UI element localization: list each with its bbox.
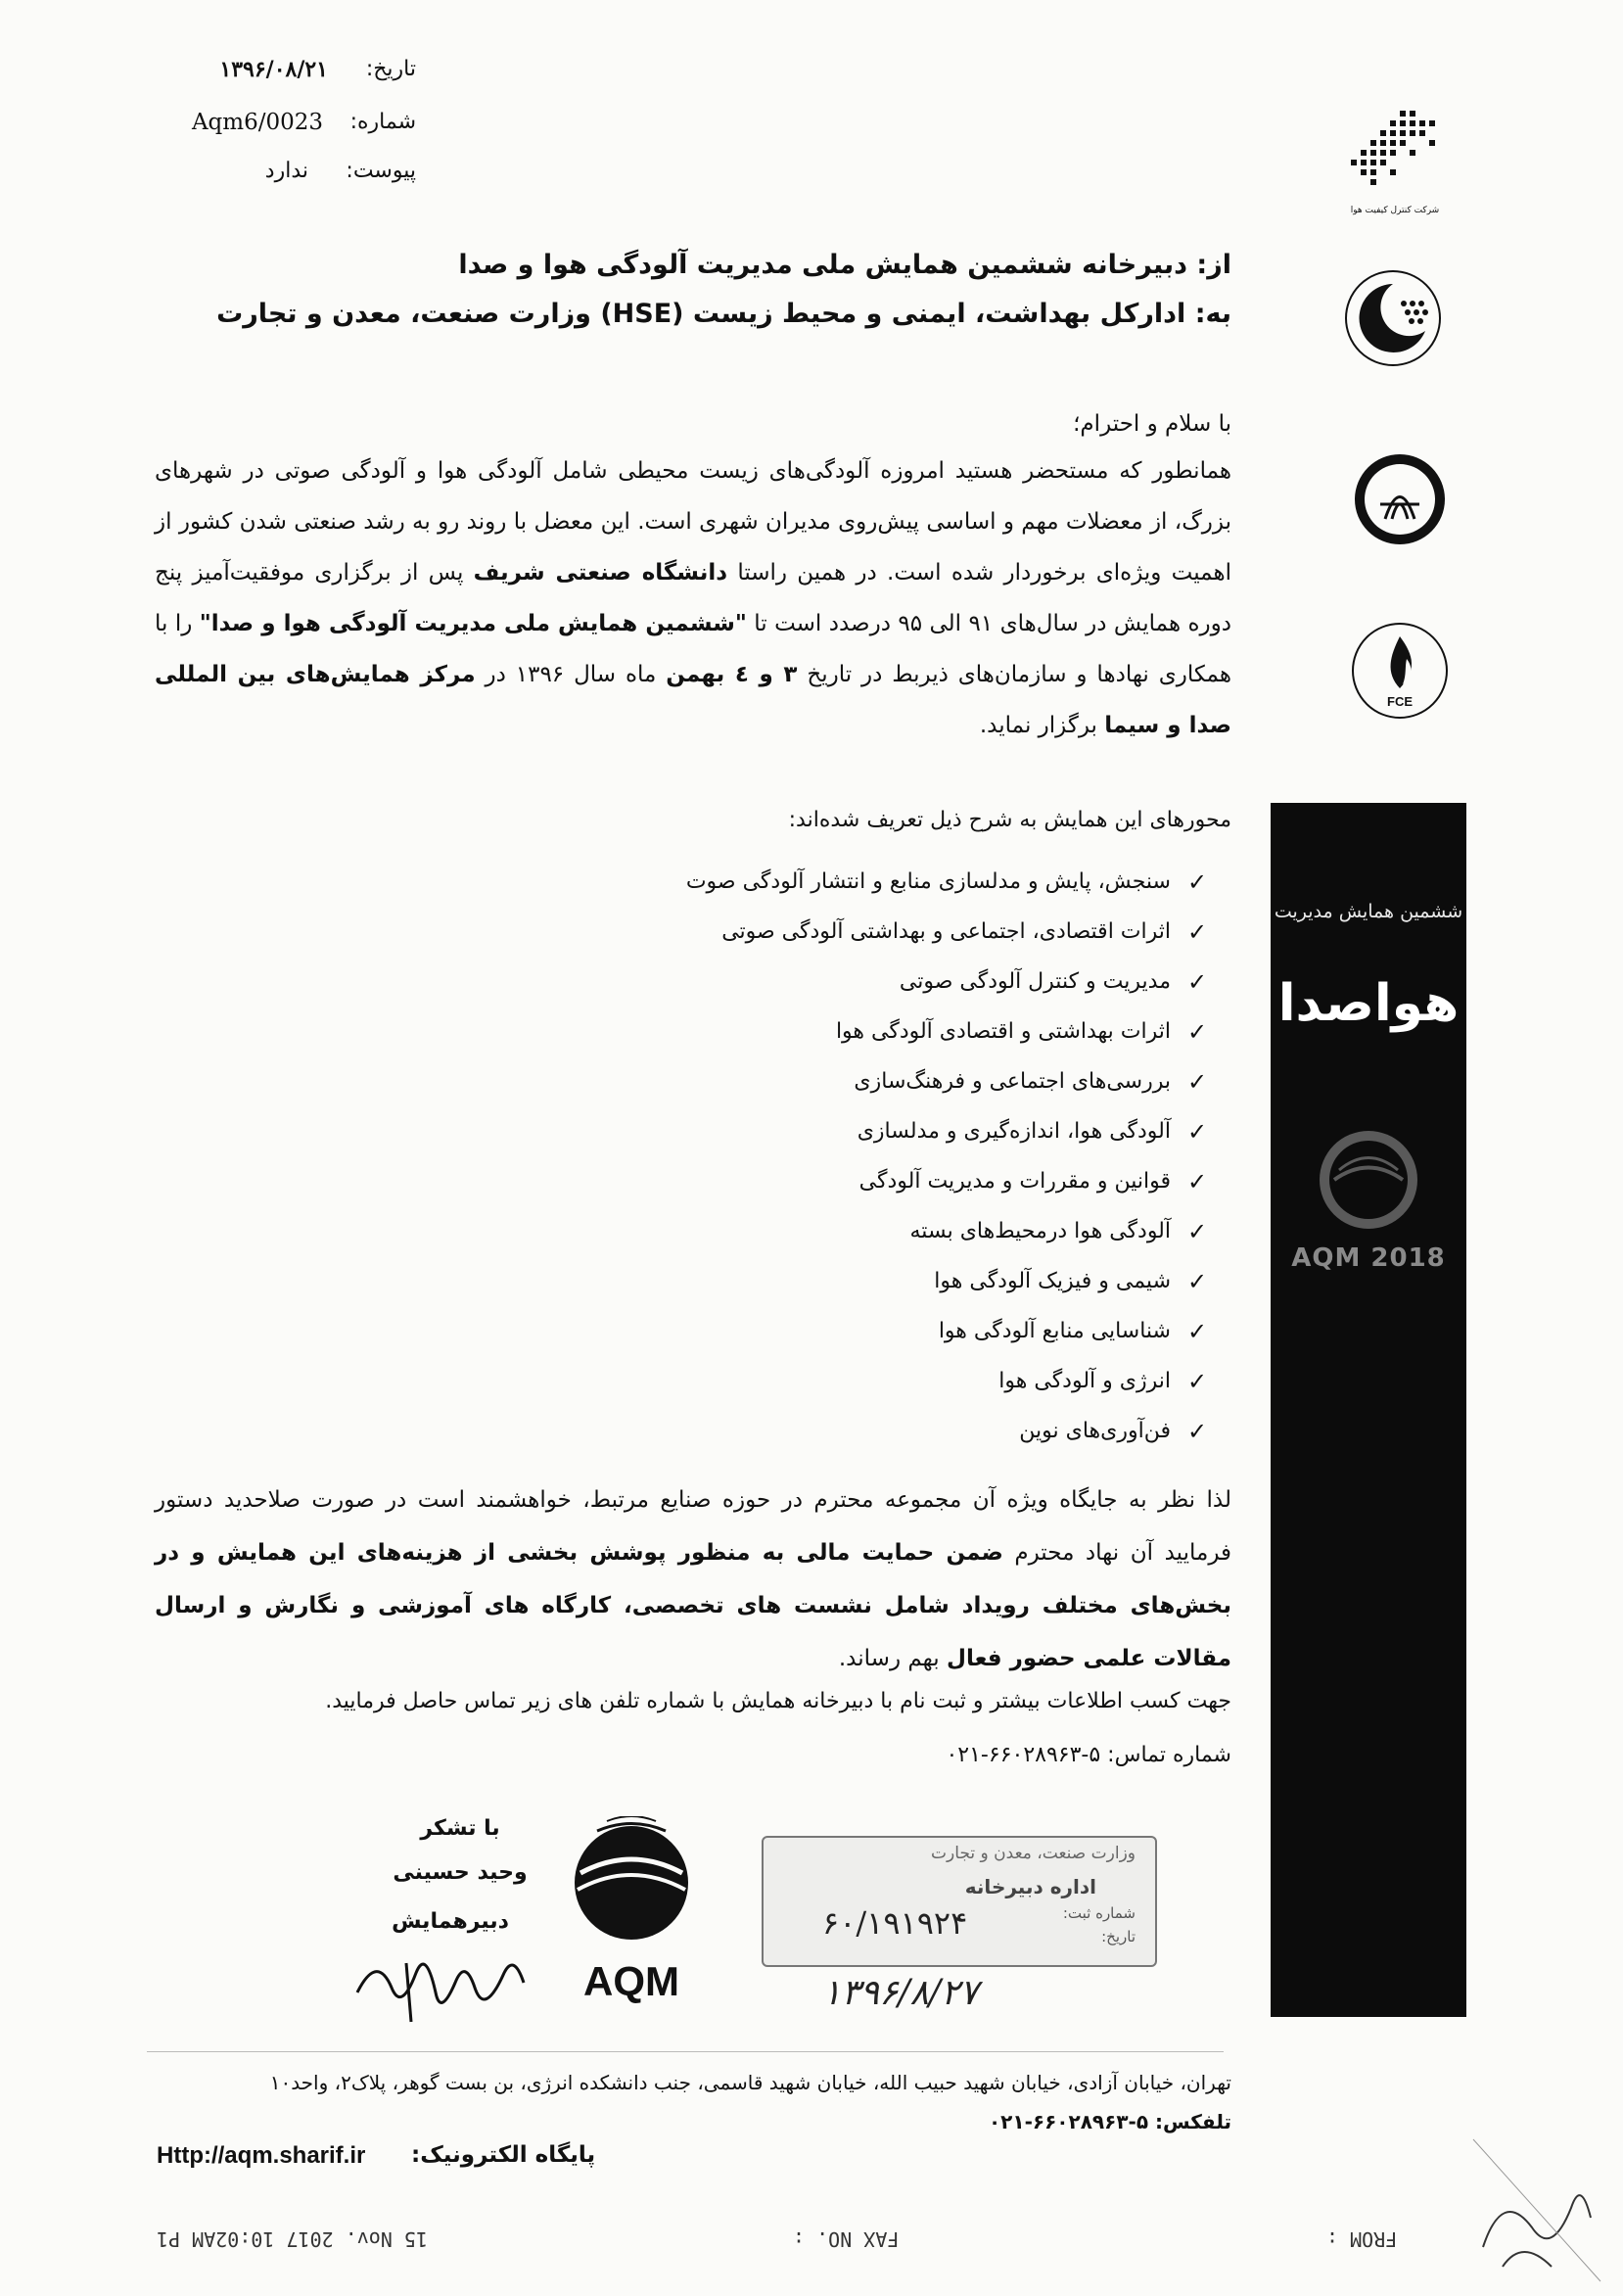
registration-stamp	[762, 1836, 1157, 1967]
date-row	[210, 57, 416, 81]
stamp-date-label: تاریخ:	[1101, 1928, 1136, 1945]
check-icon: ✓	[1186, 1367, 1208, 1395]
company-logo-caption: شرکت کنترل کیفیت هوا	[1350, 206, 1440, 215]
stamp-reg-number: ۶۰/۱۹۱۹۲۴	[822, 1904, 968, 1942]
axis-label: انرژی و آلودگی هوا	[998, 1369, 1171, 1393]
fce-logo	[1346, 612, 1454, 729]
number-row	[191, 110, 416, 135]
signature-name: وحید حسینی	[393, 1860, 528, 1885]
axis-label: مدیریت و کنترل آلودگی صوتی	[899, 969, 1171, 994]
list-item	[527, 857, 1212, 907]
footer-fax: تلفکس: ۵-۶۶۰۲۸۹۶۳-۰۲۱	[988, 2110, 1231, 2133]
attachment-label: پیوست:	[346, 159, 416, 183]
letter-from: از: دبیرخانه ششمین همایش ملی مدیریت آلودگی هوا و صدا	[458, 250, 1231, 280]
attachment-row	[210, 159, 416, 183]
intro-conference-name: "ششمین همایش ملی مدیریت آلودگی هوا و صدا"	[199, 611, 747, 636]
request-text-a: لذا نظر به جایگاه ویژه آن مجموعه محترم در حوزه صنایع مرتبط، خواهشمند است در صورت صلاحدید دستور فرمایید آن نهاد محترم	[155, 1487, 1232, 1566]
list-item	[527, 1256, 1212, 1306]
intro-text-c: پس از برگزاری موفقیت‌آمیز پنج دوره همایش در سال‌های ۹۱ الی ۹۵ درصدد است تا	[155, 560, 1232, 636]
date-label: تاریخ:	[365, 57, 416, 81]
request-text-c: بهم رساند.	[838, 1646, 947, 1671]
stamp-reg-label: شماره ثبت:	[1062, 1904, 1136, 1922]
intro-text-a: همانطور که مستحضر هستید امروزه آلودگی‌های زیست محیطی شامل آلودگی هوا و آلودگی صوتی در شهرهای بزرگ، از معضلات مهم و اساسی پیش‌روی مدیران شهری است. این معضل با روند رو به رشد صنعتی شدن کشور از اهمیت ویژه‌ای برخوردار شده است. در همین راستا	[155, 458, 1232, 586]
intro-dates: ۳ و ٤ بهمن	[666, 662, 798, 687]
axis-label: شناسایی منابع آلودگی هوا	[938, 1319, 1171, 1343]
society-logo	[1339, 264, 1447, 372]
number-label: شماره:	[349, 110, 416, 134]
check-icon: ✓	[1186, 967, 1208, 996]
check-icon: ✓	[1186, 1017, 1208, 1046]
attachment-value: ندارد	[264, 159, 308, 183]
intro-text-e: را با همکاری نهادها و سازمان‌های ذیربط در تاریخ	[155, 611, 1231, 687]
axis-label: سنجش، پایش و مدلسازی منابع و انتشار آلودگی صوت	[685, 869, 1171, 894]
sharif-university-logo	[1351, 445, 1449, 553]
banner-emblem-icon	[1315, 1126, 1422, 1234]
axes-intro: محورهای این همایش به شرح ذیل تعریف شده‌اند:	[788, 808, 1231, 832]
list-item	[527, 1306, 1212, 1356]
banner-title: هواصدا	[1277, 974, 1460, 1033]
axis-label: بررسی‌های اجتماعی و فرهنگ‌سازی	[854, 1069, 1171, 1094]
info-paragraph: جهت کسب اطلاعات بیشتر و ثبت نام با دبیرخانه همایش با شماره تلفن های زیر تماس حاصل فرمایید.	[325, 1689, 1231, 1713]
list-item	[527, 1056, 1212, 1106]
intro-university: دانشگاه صنعتی شریف	[473, 560, 728, 586]
banner-aqm-label: AQM 2018	[1291, 1243, 1446, 1273]
check-icon: ✓	[1186, 1317, 1208, 1345]
check-icon: ✓	[1186, 1117, 1208, 1146]
axis-label: آلودگی هوا، اندازه‌گیری و مدلسازی	[857, 1119, 1171, 1144]
stamp-org: وزارت صنعت، معدن و تجارت	[931, 1844, 1136, 1863]
signature-role: دبیرهمایش	[392, 1909, 509, 1934]
list-item	[527, 1406, 1212, 1456]
list-item	[527, 1007, 1212, 1056]
check-icon: ✓	[1186, 917, 1208, 946]
axis-label: شیمی و فیزیک آلودگی هوا	[934, 1269, 1171, 1293]
request-text-b: ضمن حمایت مالی به منظور پوشش بخشی از هزینه‌های این همایش و در بخش‌های مختلف رویداد شامل نشست های تخصصی، کارگاه های آموزشی و نگارش و ارسال مقالات علمی حضور فعال	[155, 1540, 1231, 1671]
list-item	[527, 907, 1212, 957]
check-icon: ✓	[1186, 1067, 1208, 1096]
signature-thanks: با تشکر	[420, 1816, 500, 1841]
check-icon: ✓	[1186, 1267, 1208, 1295]
fax-timestamp: 15 Nov. 2017 10:02AM P1	[157, 2227, 428, 2251]
check-icon: ✓	[1186, 1167, 1208, 1195]
footer-address: تهران، خیابان آزادی، خیابان شهید حبیب الله، خیابان شهید قاسمی، جنب دانشکده انرژی، بن بست گوهر، پلاک۲، واحد۱۰	[269, 2071, 1231, 2094]
company-logo	[1346, 106, 1444, 213]
intro-paragraph	[155, 445, 1231, 751]
axis-label: اثرات بهداشتی و اقتصادی آلودگی هوا	[835, 1019, 1171, 1044]
request-paragraph	[155, 1474, 1231, 1685]
margin-scribble	[1463, 2130, 1610, 2286]
check-icon: ✓	[1186, 1217, 1208, 1245]
check-icon: ✓	[1186, 1417, 1208, 1445]
intro-text-i: برگزار نماید.	[979, 713, 1105, 738]
handwritten-signature	[348, 1934, 533, 2032]
number-value: Aqm6/0023	[191, 110, 323, 135]
greeting: با سلام و احترام؛	[1073, 411, 1231, 437]
contact-number: شماره تماس: ۵-۶۶۰۲۸۹۶۳-۰۲۱	[946, 1743, 1231, 1767]
fax-from: FROM :	[1326, 2227, 1398, 2251]
svg-text:FCE: FCE	[1387, 694, 1413, 709]
date-value: ۱۳۹۶/۰۸/۲۱	[219, 57, 328, 82]
handwritten-date: ۱۳۹۶/۸/۲۷	[822, 1973, 979, 2013]
banner-subtitle: ششمین همایش مدیریت	[1274, 901, 1463, 922]
list-item	[527, 957, 1212, 1007]
stamp-office: اداره دبیرخانه	[964, 1875, 1096, 1898]
letter-to: به: ادارکل بهداشت، ایمنی و محیط زیست (HSE) وزارت صنعت، معدن و تجارت	[216, 299, 1231, 329]
intro-text-g: ماه سال ۱۳۹۶ در	[475, 662, 667, 687]
footer-divider	[147, 2051, 1224, 2052]
axis-label: آلودگی هوا درمحیط‌های بسته	[909, 1219, 1171, 1243]
check-icon: ✓	[1186, 867, 1208, 896]
axis-label: اثرات اقتصادی، اجتماعی و بهداشتی آلودگی صوتی	[721, 919, 1171, 944]
list-item	[527, 1356, 1212, 1406]
intro-venue: مرکز همایش‌های بین المللی صدا و سیما	[155, 662, 1231, 738]
axis-label: فن‌آوری‌های نوین	[1019, 1419, 1171, 1443]
footer-website: Http://aqm.sharif.ir	[157, 2142, 366, 2169]
footer-website-label: پایگاه الکترونیک:	[411, 2142, 596, 2168]
list-item	[527, 1156, 1212, 1206]
fax-number: FAX NO. :	[793, 2227, 900, 2251]
aqm-logo	[563, 1816, 700, 1958]
list-item	[527, 1106, 1212, 1156]
conference-banner	[1271, 803, 1466, 2017]
axes-list	[527, 857, 1212, 1456]
aqm-logo-text: AQM	[583, 1958, 679, 2004]
list-item	[527, 1206, 1212, 1256]
axis-label: قوانین و مقررات و مدیریت آلودگی	[858, 1169, 1171, 1194]
